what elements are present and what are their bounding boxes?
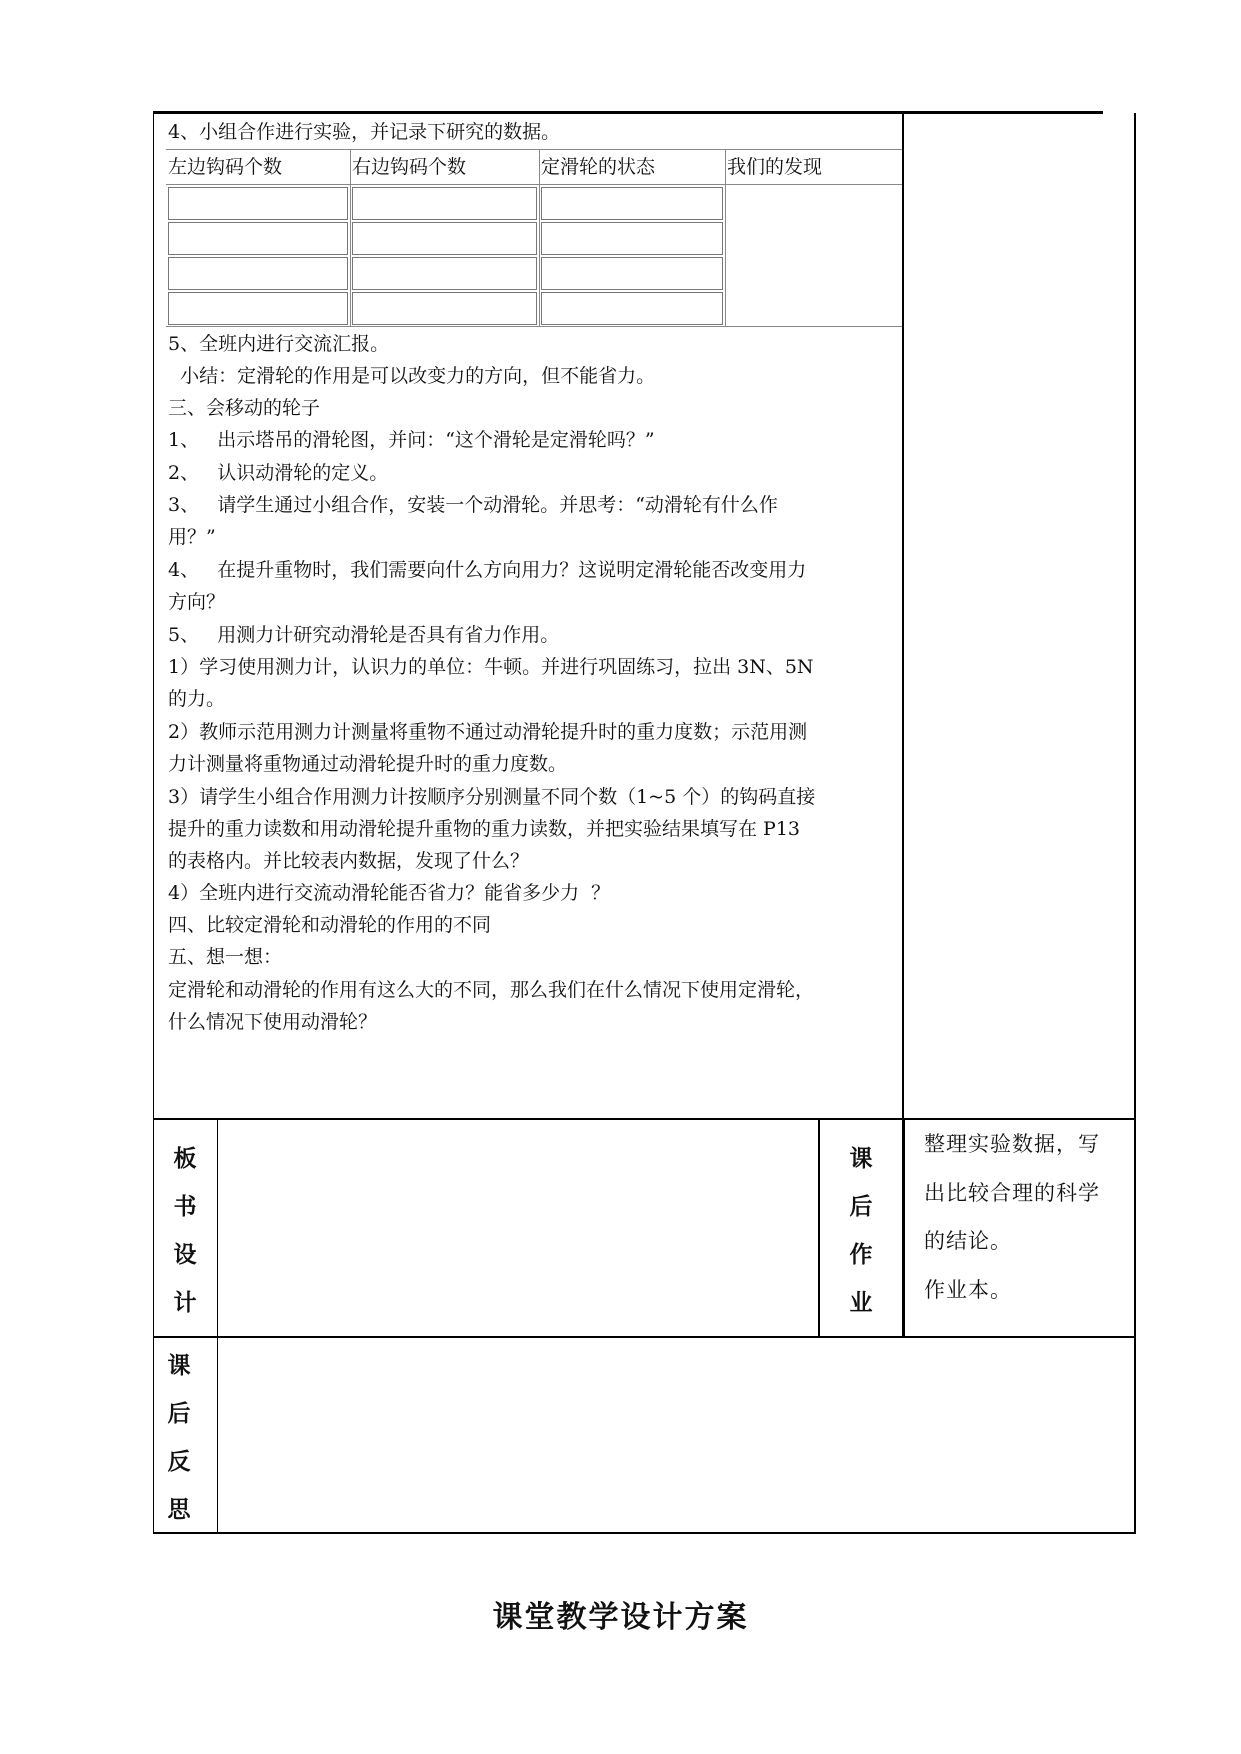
table-cell (352, 292, 537, 325)
table-cell (541, 257, 723, 290)
table-header-pulley-state: 定滑轮的状态 (541, 156, 656, 178)
text-line: 1、 出示塔吊的滑轮图，并问：“这个滑轮是定滑轮吗？” (168, 429, 655, 451)
board-label-char: 设 (173, 1242, 197, 1268)
summary-line: 小结：定滑轮的作用是可以改变力的方向，但不能省力。 (168, 365, 656, 387)
reflection-label-char: 反 (167, 1449, 191, 1475)
text-line: 用？” (168, 526, 216, 548)
table-cell (541, 292, 723, 325)
table-cell (541, 222, 723, 255)
homework-line: 的结论。 (924, 1229, 1012, 1253)
text-line: 3）请学生小组合作用测力计按顺序分别测量不同个数（1~5 个）的钩码直接 (168, 786, 816, 808)
step4-text: 4、小组合作进行实验，并记录下研究的数据。 (168, 121, 561, 143)
page-title: 课堂教学设计方案 (492, 1600, 749, 1635)
text-line: 5、全班内进行交流汇报。 (168, 333, 390, 355)
section-heading: 三、会移动的轮子 (168, 397, 321, 419)
text-line: 1）学习使用测力计，认识力的单位：牛顿。并进行巩固练习，拉出 3N、5N (168, 656, 814, 678)
board-label-char: 板 (173, 1146, 197, 1172)
homework-label-char: 作 (849, 1242, 873, 1268)
frame-bottom (153, 1532, 1136, 1534)
table-cell (168, 187, 348, 220)
section-heading: 四、比较定滑轮和动滑轮的作用的不同 (168, 914, 492, 936)
table-cell (352, 222, 537, 255)
table-col-line-1 (350, 149, 351, 327)
table-cell (168, 222, 348, 255)
table-top-border (166, 149, 902, 150)
table-cell (541, 187, 723, 220)
table-bottom-border (166, 326, 902, 327)
text-line: 4）全班内进行交流动滑轮能否省力？能省多少力 ？ (168, 882, 611, 904)
homework-label-char: 课 (849, 1146, 873, 1172)
table-cell (352, 257, 537, 290)
text-line: 提升的重力读数和用动滑轮提升重物的重力读数，并把实验结果填写在 P13 (168, 818, 801, 840)
homework-line: 作业本。 (924, 1278, 1012, 1302)
text-line: 的表格内。并比较表内数据，发现了什么？ (168, 850, 530, 872)
label-col-divider (217, 1120, 218, 1533)
frame-left (153, 113, 154, 1534)
table-cell (352, 187, 537, 220)
row-divider-reflection (153, 1336, 1136, 1338)
homework-label-left (818, 1120, 820, 1337)
row-divider-board (153, 1118, 1136, 1120)
table-cell (168, 257, 348, 290)
text-line: 4、 在提升重物时，我们需要向什么方向用力？这说明定滑轮能否改变用力 (168, 559, 807, 581)
table-header-right-weights: 右边钩码个数 (352, 156, 467, 178)
homework-line: 出比较合理的科学 (924, 1181, 1100, 1205)
text-line: 5、 用测力计研究动滑轮是否具有省力作用。 (168, 624, 560, 646)
homework-label-char: 业 (849, 1290, 873, 1316)
table-header-findings: 我们的发现 (727, 156, 823, 178)
text-line: 力计测量将重物通过动滑轮提升时的重力度数。 (168, 753, 568, 775)
reflection-label-char: 思 (167, 1497, 191, 1523)
homework-line: 整理实验数据，写 (924, 1132, 1100, 1156)
text-line: 定滑轮和动滑轮的作用有这么大的不同，那么我们在什么情况下使用定滑轮， (168, 979, 815, 1001)
text-line: 方向？ (168, 591, 226, 613)
top-rule (153, 111, 1103, 114)
table-col-line-3 (725, 149, 726, 327)
homework-label-char: 后 (849, 1194, 873, 1220)
text-line: 的力。 (168, 688, 226, 710)
table-cell (168, 292, 348, 325)
homework-label-right (903, 1120, 905, 1337)
reflection-label-char: 课 (167, 1353, 191, 1379)
text-line: 2）教师示范用测力计测量将重物不通过动滑轮提升时的重力度数；示范用测 (168, 721, 808, 743)
board-label-char: 书 (173, 1194, 197, 1220)
text-line: 什么情况下使用动滑轮？ (168, 1011, 378, 1033)
table-col-line-2 (539, 149, 540, 327)
text-line: 3、 请学生通过小组合作，安装一个动滑轮。并思考：“动滑轮有什么作 (168, 494, 778, 516)
table-header-bottom (166, 184, 902, 185)
reflection-label-char: 后 (167, 1401, 191, 1427)
frame-right (1134, 113, 1136, 1534)
section-heading: 五、想一想： (168, 946, 283, 968)
text-line: 2、 认识动滑轮的定义。 (168, 462, 389, 484)
board-label-char: 计 (173, 1290, 197, 1316)
table-header-left-weights: 左边钩码个数 (168, 156, 283, 178)
